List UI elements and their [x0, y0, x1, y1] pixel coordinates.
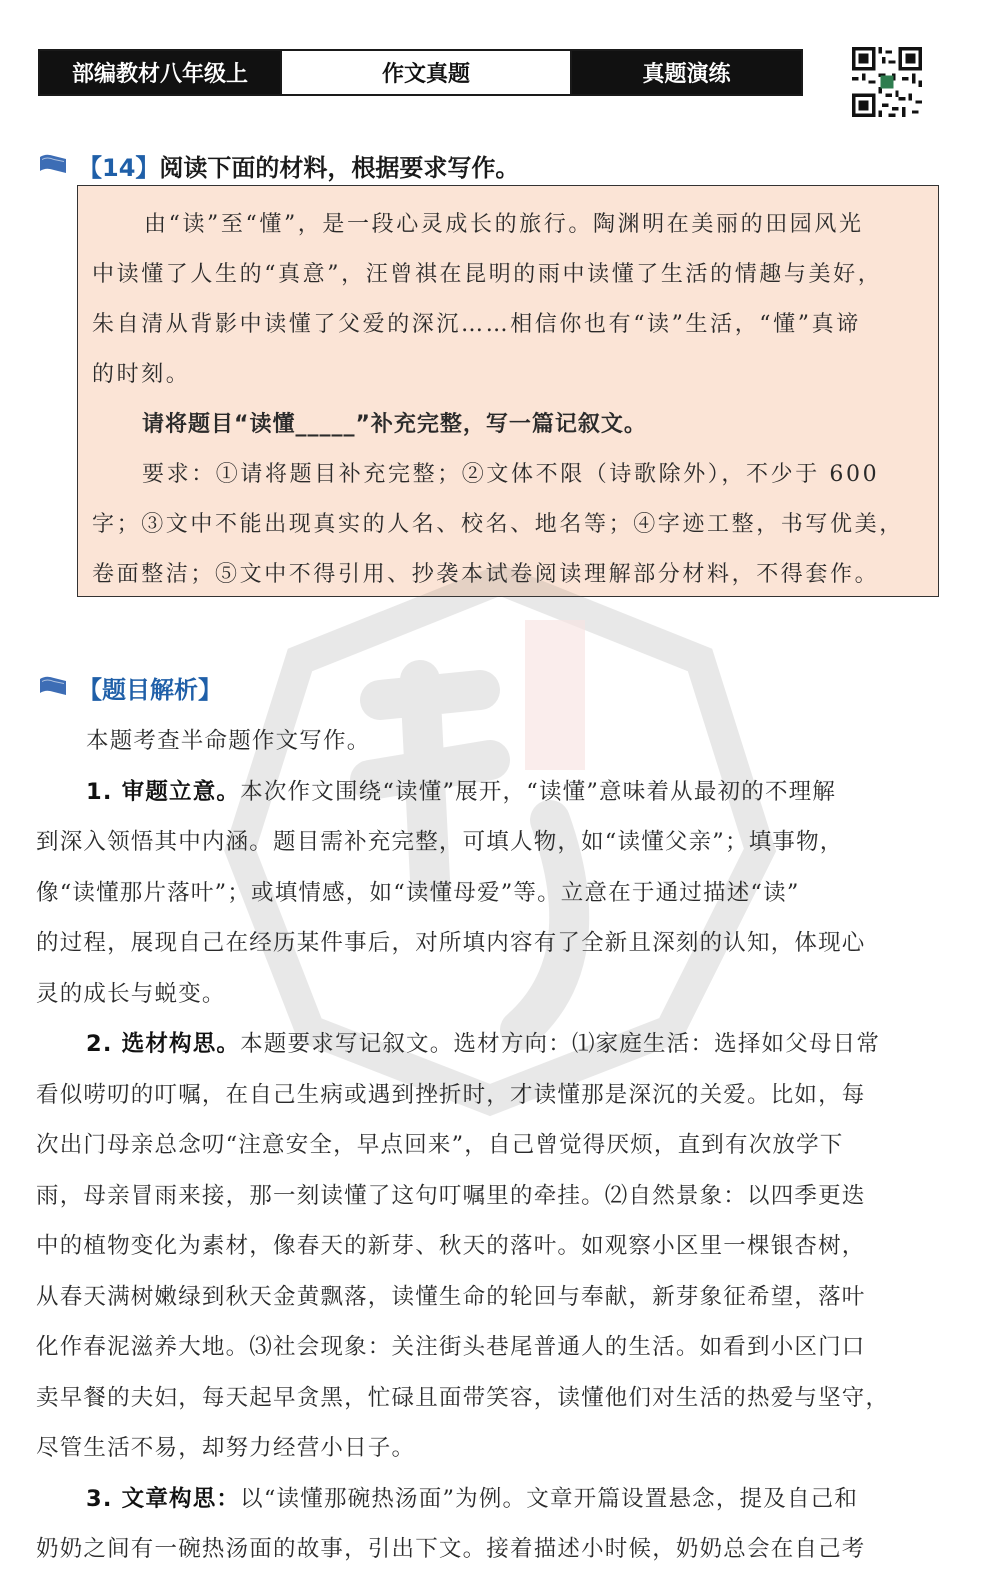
- requirement-line: 字；③文中不能出现真实的人名、校名、地名等；④字迹工整，书写优美，: [92, 512, 904, 537]
- analysis-line-text: 奶奶之间有一碗热汤面的故事，引出下文。接着描述小时候，奶奶总会在自己考: [36, 1536, 866, 1562]
- analysis-line-text: 本题要求写记叙文。选材方向：⑴家庭生活：选择如父母日常: [240, 1031, 881, 1057]
- requirement-line: 卷面整洁；⑤文中不得引用、抄袭本试卷阅读理解部分材料，不得套作。: [92, 562, 880, 587]
- analysis-line-text: 雨，母亲冒雨来接，那一刻读懂了这句叮嘱里的牵挂。⑵自然景象：以四季更迭: [36, 1182, 866, 1209]
- bookmark-flag-icon: [38, 675, 70, 701]
- analysis-heading: [38, 670, 222, 705]
- analysis-body: [36, 716, 931, 1575]
- analysis-line: [36, 1070, 931, 1121]
- analysis-line: [36, 969, 931, 1020]
- analysis-line: [36, 1019, 931, 1070]
- header-cell-topic: 作文真题: [280, 51, 572, 94]
- question-heading: [38, 148, 519, 183]
- analysis-line-text: 次出门母亲总念叨“注意安全，早点回来”，自己曾觉得厌烦，直到有次放学下: [36, 1132, 844, 1158]
- analysis-line-text: 的过程，展现自己在经历某件事后，对所填内容有了全新且深刻的认知，体现心: [36, 930, 866, 956]
- question-number: 【14】: [78, 154, 160, 182]
- analysis-line-text: 像“读懂那片落叶”；或填情感，如“读懂母爱”等。立意在于通过描述“读”: [36, 879, 800, 906]
- header-cell-practice: 真题演练: [572, 51, 801, 94]
- analysis-line-text: 卖早餐的夫妇，每天起早贪黑，忙碌且面带笑容，读懂他们对生活的热爱与坚守，: [36, 1384, 890, 1411]
- analysis-line-text: 看似唠叨的叮嘱，在自己生病或遇到挫折时，才读懂那是深沉的关爱。比如，每: [36, 1081, 866, 1108]
- analysis-line-text: 尽管生活不易，却努力经营小日子。: [36, 1435, 416, 1461]
- analysis-line-text: 以“读懂那碗热汤面”为例。文章开篇设置悬念，提及自己和: [240, 1485, 859, 1512]
- analysis-line-text: 本题考查半命题作文写作。: [86, 728, 371, 754]
- analysis-line: [36, 1120, 931, 1171]
- material-line: 朱自清从背影中读懂了父爱的深沉……相信你也有“读”生活，“懂”真谛: [92, 312, 861, 337]
- analysis-title: 【题目解析】: [78, 676, 222, 704]
- analysis-line: [36, 1373, 931, 1424]
- bookmark-flag-icon: [38, 153, 70, 179]
- analysis-line: [36, 817, 931, 868]
- analysis-line: [36, 1322, 931, 1373]
- analysis-line: [36, 918, 931, 969]
- material-line: 中读懂了人生的“真意”，汪曾祺在昆明的雨中读懂了生活的情趣与美好，: [92, 262, 883, 287]
- question-title: 阅读下面的材料，根据要求写作。: [159, 154, 520, 182]
- writing-prompt: 请将题目“读懂_____”补充完整，写一篇记叙文。: [142, 412, 647, 437]
- analysis-line: [36, 716, 931, 767]
- analysis-line: [36, 1171, 931, 1222]
- material-line: 的时刻。: [92, 362, 191, 387]
- analysis-point-label: 2. 选材构思。: [86, 1031, 241, 1057]
- material-line: 由“读”至“懂”，是一段心灵成长的旅行。陶渊明在美丽的田园风光: [144, 212, 864, 237]
- header-bar: [38, 49, 803, 96]
- analysis-line-text: 中的植物变化为素材，像春天的新芽、秋天的落叶。如观察小区里一棵银杏树，: [36, 1233, 866, 1259]
- analysis-point-label: 3. 文章构思：: [86, 1485, 241, 1512]
- analysis-point-label: 1. 审题立意。: [86, 778, 241, 805]
- qr-code-icon: [852, 47, 922, 117]
- material-box: [77, 185, 939, 597]
- requirement-line: 要求：①请将题目补充完整；②文体不限（诗歌除外），不少于 600: [142, 462, 880, 487]
- analysis-line-text: 化作春泥滋养大地。⑶社会现象：关注街头巷尾普通人的生活。如看到小区门口: [36, 1334, 866, 1360]
- analysis-line-text: 灵的成长与蜕变。: [36, 980, 226, 1007]
- analysis-line: [36, 1474, 931, 1525]
- analysis-line: [36, 1423, 931, 1474]
- analysis-line: [36, 868, 931, 919]
- analysis-line-text: 本次作文围绕“读懂”展开，“读懂”意味着从最初的不理解: [240, 778, 837, 805]
- analysis-line-text: 到深入领悟其中内涵。题目需补充完整，可填人物，如“读懂父亲”；填事物，: [36, 829, 844, 855]
- analysis-line: [36, 767, 931, 818]
- analysis-line-text: 从春天满树嫩绿到秋天金黄飘落，读懂生命的轮回与奉献，新芽象征希望，落叶: [36, 1283, 866, 1310]
- header-cell-grade: 部编教材八年级上: [40, 51, 280, 94]
- analysis-line: [36, 1272, 931, 1323]
- analysis-line: [36, 1221, 931, 1272]
